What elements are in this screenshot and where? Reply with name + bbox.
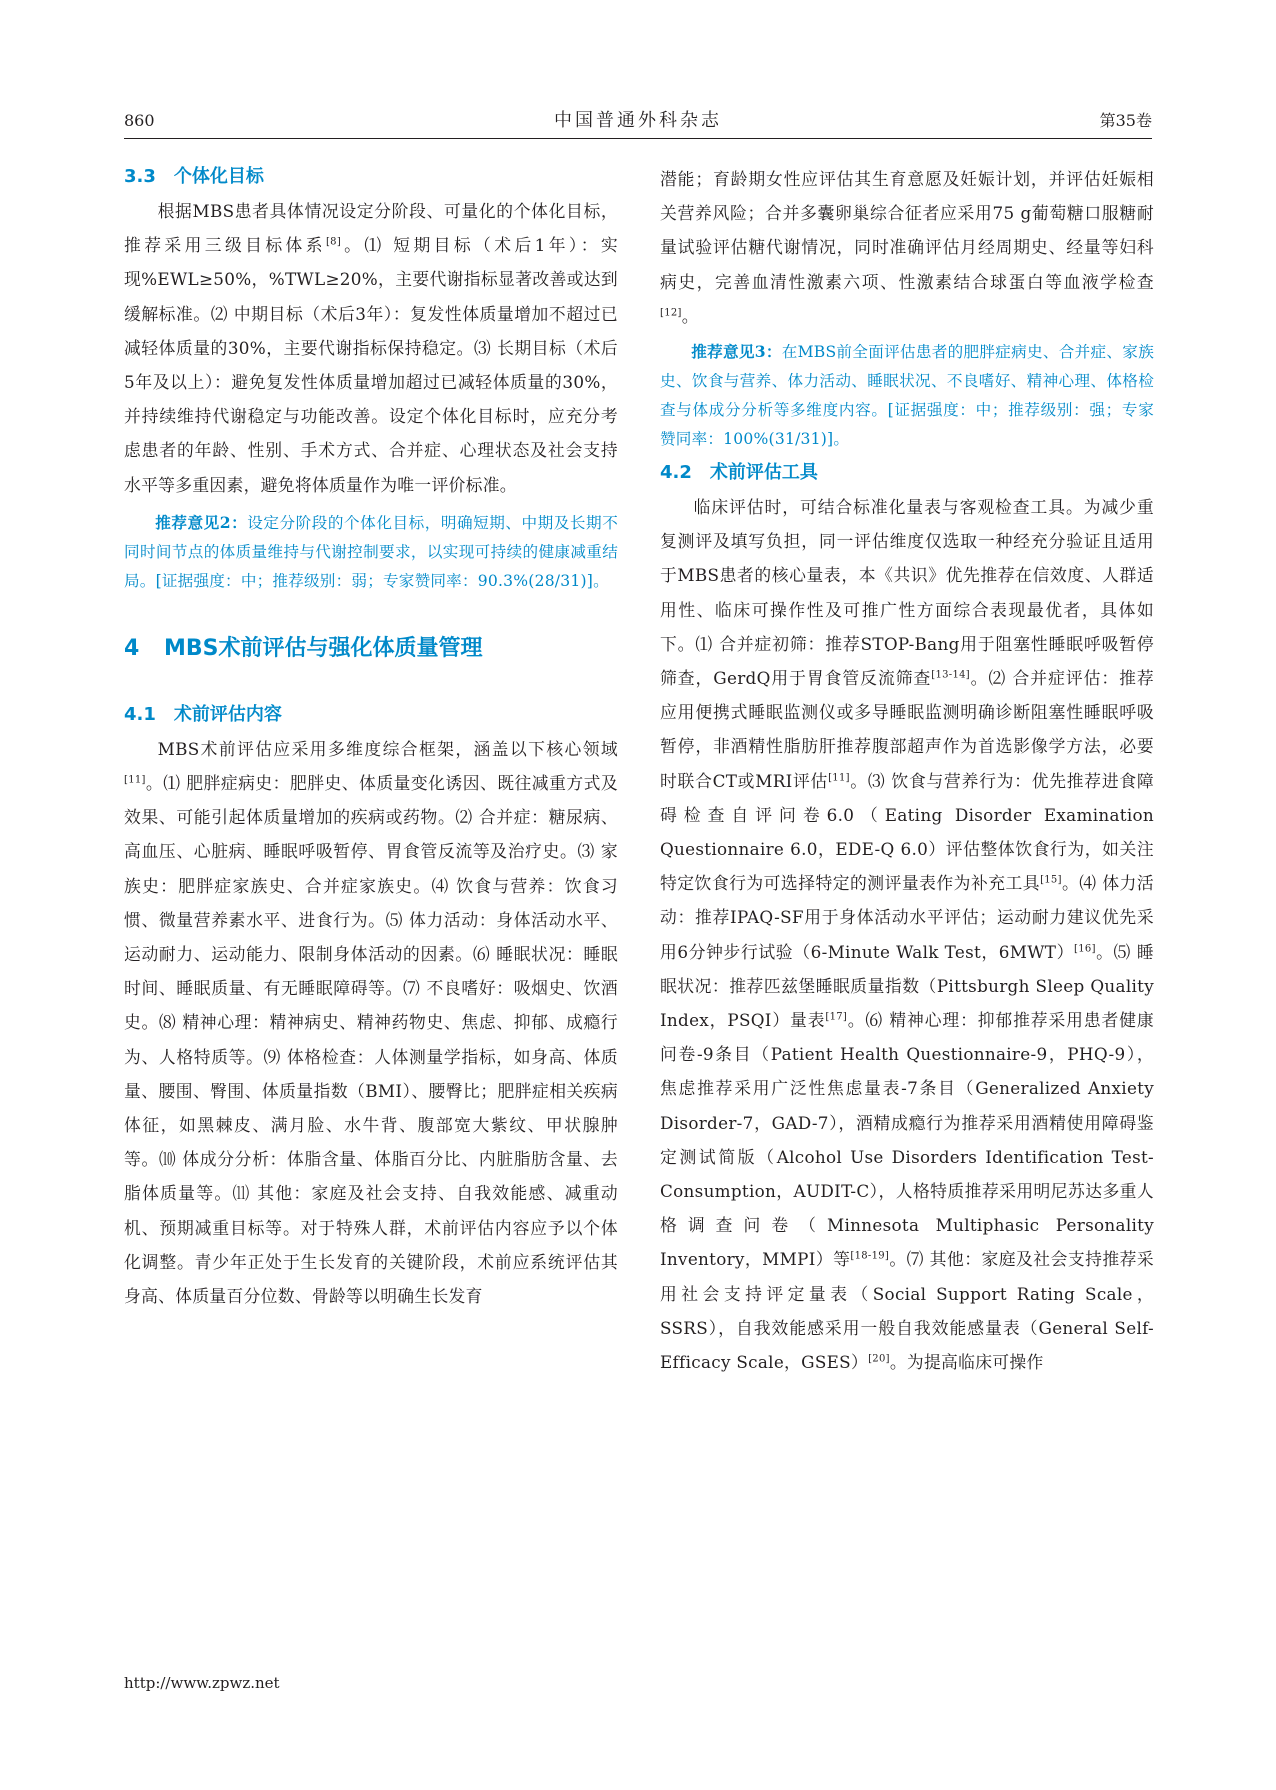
text-run: 。⑹ 精神心理：抑郁推荐采用患者健康问卷-9条目（Patient Health Questionnaire-9，PHQ-9），焦虑推荐采用广泛性焦虑量表-7条目（Generalized Anxiety Disorder-7，GAD-7），酒精成瘾行为推荐采用酒精使用障碍鉴定测试简版（Alcohol Use Disorders Identification Test-Consumption，AUDIT-C），人格特质推荐采用明尼苏达多重人格调查问卷（Minnesota Multiphasic Personality Inventory，MMPI）等 — [660, 1010, 1154, 1270]
text-run: 。⑷ 体力活动：推荐IPAQ-SF用于身体活动水平评估；运动耐力建议优先采用6分钟步行试验（6-Minute Walk Test，6MWT） — [660, 873, 1154, 962]
section-3-3-heading: 3.3 个体化目标 — [124, 166, 264, 187]
text-run: MBS术前评估应采用多维度综合框架，涵盖以下核心领域 — [157, 738, 618, 759]
recommendation-2 — [124, 508, 618, 596]
right-column — [660, 162, 1154, 1379]
citation: [13-14] — [931, 669, 970, 681]
text-run: 。⑴ 短期目标（术后1年）：实现%EWL≥50%，%TWL≥20%，主要代谢指标显著改善或达到缓解标准。⑵ 中期目标（术后3年）：复发性体质量增加不超过已减轻体质量的30%，主要代谢指标保持稳定。⑶ 长期目标（术后5年及以上）：避免复发性体质量增加超过已减轻体质量的30%，并持续维持代谢稳定与功能改善。设定个体化目标时，应充分考虑患者的年龄、性别、手术方式、合并症、心理状态及社会支持水平等多重因素，避免将体质量作为唯一评价标准。 — [124, 235, 618, 495]
citation: [18-19] — [850, 1250, 890, 1262]
section-4-2-paragraph — [660, 490, 1154, 1379]
citation: [12] — [660, 307, 682, 319]
page-number: 860 — [124, 111, 155, 130]
section-4-2-heading: 4.2 术前评估工具 — [660, 462, 818, 484]
text-run: 。⑵ 合并症评估：推荐应用便携式睡眠监测仪或多导睡眠监测明确诊断阻塞性睡眠呼吸暂停，非酒精性脂肪肝推荐腹部超声作为首选影像学方法，必要时联合CT或MRI评估 — [660, 668, 1154, 791]
text-run: 临床评估时，可结合标准化量表与客观检查工具。为减少重复测评及填写负担，同一评估维度仅选取一种经充分验证且适用于MBS患者的核心量表，本《共识》优先推荐在信效度、人群适用性、临床可操作性及可推广性方面综合表现最优者，具体如下。⑴ 合并症初筛：推荐STOP-Bang用于阻塞性睡眠呼吸暂停筛查，GerdQ用于胃食管反流筛查 — [660, 497, 1154, 689]
continued-paragraph — [660, 162, 1154, 333]
recommendation-label: 推荐意见3： — [691, 342, 782, 362]
text-run: 。⑶ 饮食与营养行为：优先推荐进食障碍检查自评问卷6.0（Eating Disorder Examination Questionnaire 6.0，EDE-Q 6.0）评估整体饮食行为，如关注特定饮食行为可选择特定的测评量表作为补充工具 — [660, 770, 1154, 894]
text-run: 。⑴ 肥胖症病史：肥胖史、体质量变化诱因、既往减重方式及效果、可能引起体质量增加的疾病或药物。⑵ 合并症：糖尿病、高血压、心脏病、睡眠呼吸暂停、胃食管反流等及治疗史。⑶ 家族史：肥胖症家族史、合并症家族史。⑷ 饮食与营养：饮食习惯、微量营养素水平、进食行为。⑸ 体力活动：身体活动水平、运动耐力、运动能力、限制身体活动的因素。⑹ 睡眠状况：睡眠时间、睡眠质量、有无睡眠障碍等。⑺ 不良嗜好：吸烟史、饮酒史。⑻ 精神心理：精神病史、精神药物史、焦虑、抑郁、成瘾行为、人格特质等。⑼ 体格检查：人体测量学指标，如身高、体质量、腰围、臀围、体质量指数（BMI）、腰臀比；肥胖症相关疾病体征，如黑棘皮、满月脸、水牛背、腹部宽大紫纹、甲状腺肿等。⑽ 体成分分析：体脂含量、体脂百分比、内脏脂肪含量、去脂体质量等。⑾ 其他：家庭及社会支持、自我效能感、减重动机、预期减重目标等。对于特殊人群，术前评估内容应予以个体化调整。青少年正处于生长发育的关键阶段，术前应系统评估其身高、体质量百分位数、骨龄等以明确生长发育 — [124, 773, 618, 1307]
running-header — [124, 104, 1152, 139]
text-run: 。⑺ 其他：家庭及社会支持推荐采用社会支持评定量表（Social Support Rating Scale，SSRS），自我效能感采用一般自我效能感量表（General Self-Efficacy Scale，GSES） — [660, 1249, 1155, 1373]
citation: [11] — [828, 772, 850, 784]
text-run: 。⑸ 睡眠状况：推荐匹兹堡睡眠质量指数（Pittsburgh Sleep Quality Index，PSQI）量表 — [660, 941, 1154, 1031]
text-run: 根据MBS患者具体情况设定分阶段、可量化的个体化目标，推荐采用三级目标体系 — [124, 201, 618, 256]
section-number: 4 — [124, 635, 140, 661]
left-column — [124, 162, 618, 1313]
section-4-1-paragraph — [124, 732, 618, 1313]
section-3-3-paragraph — [124, 194, 618, 502]
text-run: 潜能；育龄期女性应评估其生育意愿及妊娠计划，并评估妊娠相关营养风险；合并多囊卵巢综合征者应采用75 g葡萄糖口服糖耐量试验评估糖代谢情况，同时准确评估月经周期史、经量等妇科病史，完善血清性激素六项、性激素结合球蛋白等血液学检查 — [660, 169, 1154, 292]
section-title: MBS术前评估与强化体质量管理 — [164, 635, 483, 661]
footer-url[interactable]: http://www.zpwz.net — [124, 1674, 280, 1692]
citation: [11] — [124, 774, 146, 786]
citation: [15] — [1040, 874, 1062, 886]
recommendation-text: 设定分阶段的个体化目标，明确短期、中期及长期不同时间节点的体质量维持与代谢控制要求，以实现可持续的健康减重结局。[证据强度：中；推荐级别：弱；专家赞同率：90.3%(28/31)]。 — [124, 513, 618, 590]
citation: [20] — [868, 1353, 890, 1365]
journal-title: 中国普通外科杂志 — [554, 110, 722, 131]
recommendation-3 — [660, 337, 1154, 454]
text-run: 。 — [681, 305, 699, 326]
section-4-1-heading: 4.1 术前评估内容 — [124, 703, 282, 725]
citation: [17] — [825, 1011, 848, 1023]
citation: [16] — [1074, 943, 1096, 955]
text-run: 。为提高临床可操作 — [889, 1352, 1044, 1373]
citation: [8] — [325, 236, 342, 248]
recommendation-label: 推荐意见2： — [155, 512, 248, 532]
volume-label: 第35卷 — [1099, 111, 1152, 130]
recommendation-text: 在MBS前全面评估患者的肥胖症病史、合并症、家族史、饮食与营养、体力活动、睡眠状况、不良嗜好、精神心理、体格检查与体成分分析等多维度内容。[证据强度：中；推荐级别：强；专家赞同率：100%(31/31)]。 — [660, 343, 1154, 449]
section-4-heading — [124, 634, 618, 664]
